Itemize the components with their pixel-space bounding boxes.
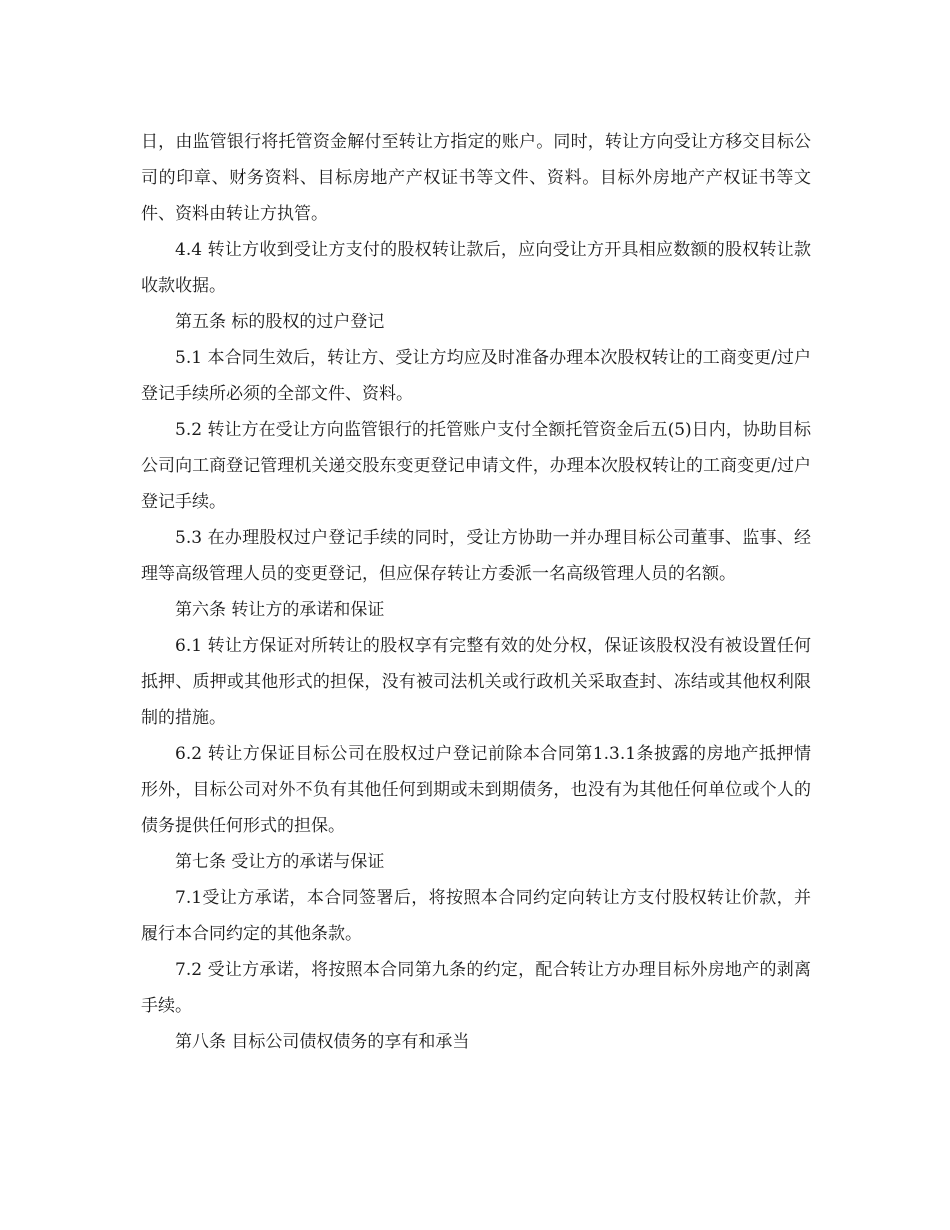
clause-5-2: 5.2 转让方在受让方向监管银行的托管账户支付全额托管资金后五(5)日内，协助目标公司向工商登记管理机关递交股东变更登记申请文件，办理本次股权转让的工商变更/过户登记手续。 [141,420,811,512]
clause-6-2: 6.2 转让方保证目标公司在股权过户登记前除本合同第1.3.1条披露的房地产抵押情形外，目标公司对外不负有其他任何到期或未到期债务，也没有为其他任何单位或个人的债务提供任何形式的担保。 [141,744,811,836]
article-7-heading: 第七条 受让方的承诺与保证 [175,852,385,872]
clause-5-3: 5.3 在办理股权过户登记手续的同时，受让方协助一并办理目标公司董事、监事、经理等高级管理人员的变更登记，但应保存转让方委派一名高级管理人员的名额。 [141,528,811,584]
clause-4-4: 4.4 转让方收到受让方支付的股权转让款后，应向受让方开具相应数额的股权转让款收款收据。 [141,240,811,296]
article-8-heading: 第八条 目标公司债权债务的享有和承当 [175,1032,470,1052]
document-body [141,124,811,1060]
clause-7-1: 7.1受让方承诺，本合同签署后，将按照本合同约定向转让方支付股权转让价款，并履行本合同约定的其他条款。 [141,888,811,944]
article-6-heading: 第六条 转让方的承诺和保证 [175,600,385,620]
clause-5-1: 5.1 本合同生效后，转让方、受让方均应及时准备办理本次股权转让的工商变更/过户登记手续所必须的全部文件、资料。 [141,348,811,404]
clause-6-1: 6.1 转让方保证对所转让的股权享有完整有效的处分权，保证该股权没有被设置任何抵押、质押或其他形式的担保，没有被司法机关或行政机关采取查封、冻结或其他权利限制的措施。 [141,636,811,728]
article-5-heading: 第五条 标的股权的过户登记 [175,312,385,332]
clause-7-2: 7.2 受让方承诺，将按照本合同第九条的约定，配合转让方办理目标外房地产的剥离手续。 [141,960,811,1016]
paragraph-continued: 日，由监管银行将托管资金解付至转让方指定的账户。同时，转让方向受让方移交目标公司的印章、财务资料、目标房地产产权证书等文件、资料。目标外房地产产权证书等文件、资料由转让方执管。 [141,132,811,224]
